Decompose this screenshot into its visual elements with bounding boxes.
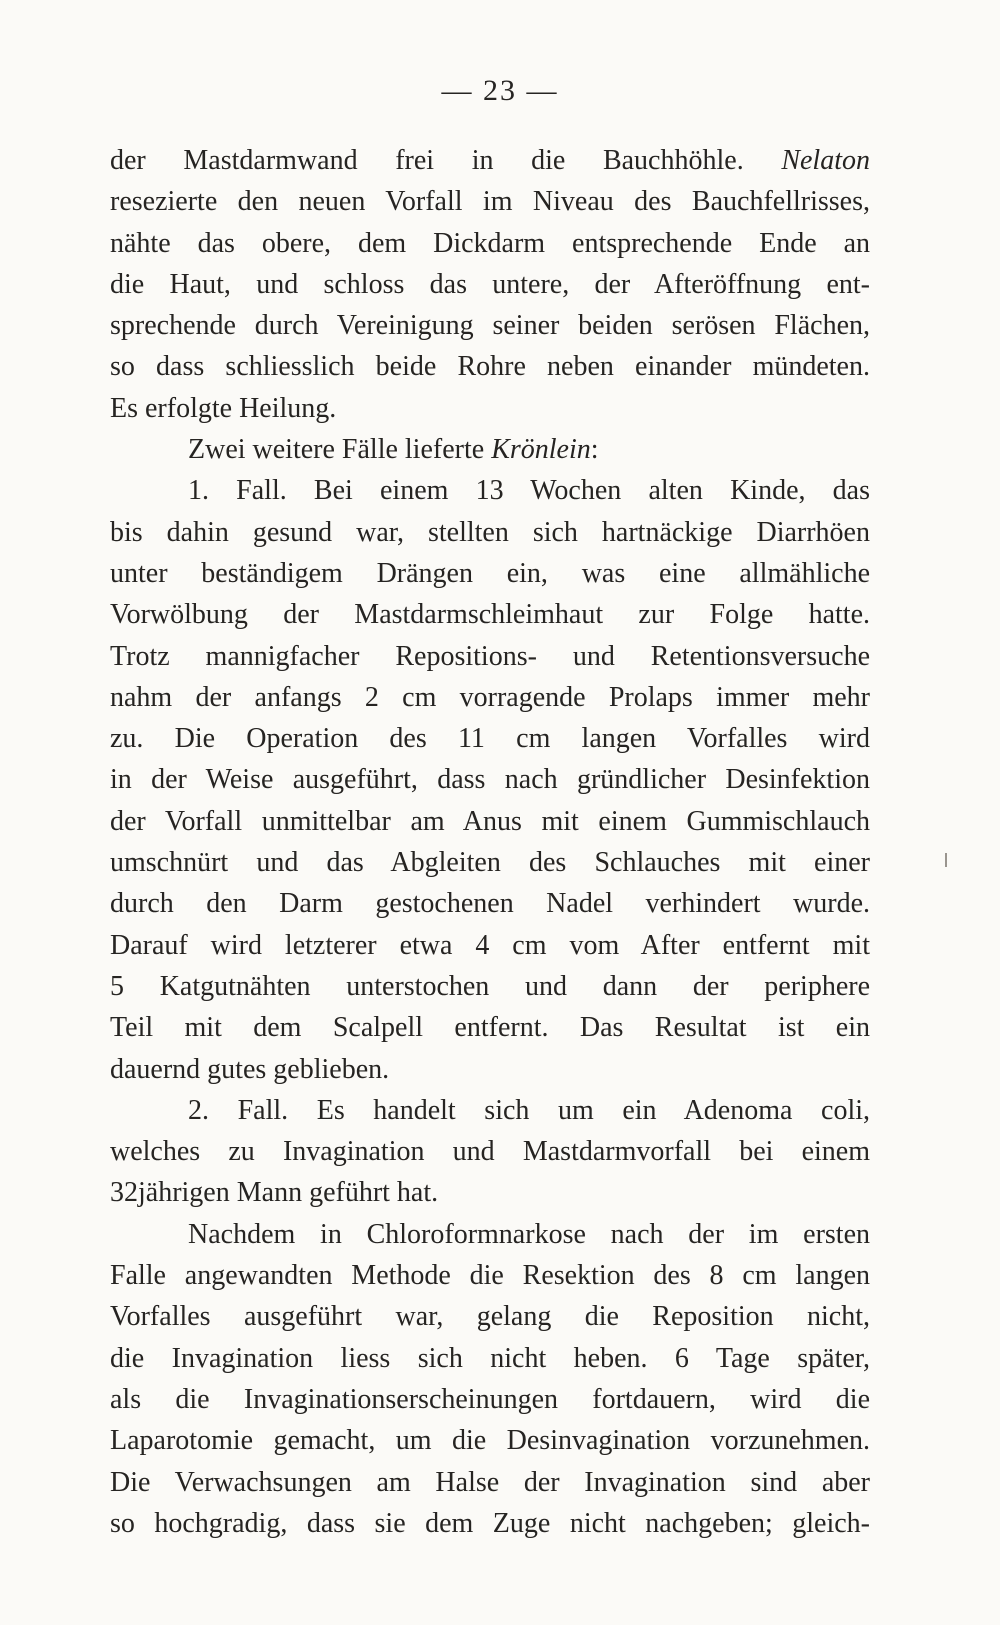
italic-name: Krönlein — [491, 434, 591, 466]
text-run: resezierte den neuen Vorfall im Niveau des Bauchfellrisses, — [110, 186, 870, 218]
text-line — [110, 1255, 870, 1296]
text-run: welches zu Invagination und Mastdarmvorfall bei einem — [110, 1136, 870, 1168]
text-run: : — [590, 434, 599, 466]
text-run: in der Weise ausgeführt, dass nach gründlicher Desinfektion — [110, 764, 870, 796]
text-line — [110, 305, 870, 346]
text-run: Zwei weitere Fälle lieferte — [188, 434, 492, 466]
text-line — [110, 759, 870, 800]
text-run: durch den Darm gestochenen Nadel verhindert wurde. — [110, 888, 870, 920]
text-line — [110, 1379, 870, 1420]
text-line — [110, 1007, 870, 1048]
text-run: die Haut, und schloss das untere, der Afteröffnung ent- — [110, 268, 870, 300]
text-line — [110, 966, 870, 1007]
text-run: Vorwölbung der Mastdarmschleimhaut zur Folge hatte. — [110, 599, 870, 631]
text-run: Die Verwachsungen am Halse der Invagination sind aber — [110, 1466, 870, 1498]
print-speck — [945, 853, 947, 867]
text-line — [110, 925, 870, 966]
text-run: so dass schliesslich beide Rohre neben einander mündeten. — [110, 351, 870, 383]
text-line — [110, 223, 870, 264]
text-line — [110, 677, 870, 718]
text-line — [110, 346, 870, 387]
text-line — [110, 594, 870, 635]
text-line — [110, 1172, 870, 1213]
text-run: 1. Fall. Bei einem 13 Wochen alten Kinde, das — [188, 475, 870, 507]
text-line — [110, 801, 870, 842]
body-text — [110, 140, 870, 1544]
text-run: bis dahin gesund war, stellten sich hartnäckige Diarrhöen — [110, 516, 870, 548]
text-line — [110, 1462, 870, 1503]
text-line — [110, 1090, 870, 1131]
page-number-text: — 23 — — [441, 74, 559, 107]
text-line — [110, 1131, 870, 1172]
text-run: der Vorfall unmittelbar am Anus mit einem Gummischlauch — [110, 805, 870, 837]
text-run: unter beständigem Drängen ein, was eine allmähliche — [110, 557, 870, 589]
text-line — [110, 1049, 870, 1090]
text-run: Nachdem in Chloroformnarkose nach der im ersten — [188, 1218, 870, 1250]
text-run: 5 Katgutnähten unterstochen und dann der periphere — [110, 970, 870, 1002]
text-run: der Mastdarmwand frei in die Bauchhöhle. — [110, 145, 782, 176]
text-run: nahm der anfangs 2 cm vorragende Prolaps immer mehr — [110, 681, 870, 713]
text-run: Es erfolgte Heilung. — [110, 392, 337, 424]
text-line — [110, 1420, 870, 1461]
text-line — [110, 636, 870, 677]
text-line — [110, 140, 870, 181]
text-run: so hochgradig, dass sie dem Zuge nicht nachgeben; gleich- — [110, 1507, 870, 1539]
text-run: Falle angewandten Methode die Resektion des 8 cm langen — [110, 1260, 870, 1292]
text-run: 2. Fall. Es handelt sich um ein Adenoma coli, — [188, 1094, 870, 1126]
text-run: Vorfalles ausgeführt war, gelang die Reposition nicht, — [110, 1301, 870, 1333]
text-line — [110, 553, 870, 594]
text-run: Trotz mannigfacher Repositions- und Retentionsversuche — [110, 640, 870, 672]
text-run: Teil mit dem Scalpell entfernt. Das Resultat ist ein — [110, 1012, 870, 1044]
text-run: zu. Die Operation des 11 cm langen Vorfalles wird — [110, 723, 870, 755]
text-line — [110, 1214, 870, 1255]
page-number — [0, 74, 1000, 108]
text-run: nähte das obere, dem Dickdarm entsprechende Ende an — [110, 227, 870, 259]
text-run: die Invagination liess sich nicht heben. 6 Tage später, — [110, 1342, 870, 1374]
text-line — [110, 388, 870, 429]
text-run: dauernd gutes geblieben. — [110, 1053, 390, 1085]
text-line — [110, 883, 870, 924]
text-run: Darauf wird letzterer etwa 4 cm vom After entfernt mit — [110, 929, 870, 961]
text-run: als die Invaginationserscheinungen fortdauern, wird die — [110, 1383, 870, 1415]
text-line — [110, 429, 870, 470]
text-line — [110, 470, 870, 511]
italic-name: Nelaton — [781, 145, 870, 176]
text-line — [110, 842, 870, 883]
text-line — [110, 1338, 870, 1379]
text-line — [110, 718, 870, 759]
text-line — [110, 1503, 870, 1544]
text-line — [110, 264, 870, 305]
text-line — [110, 181, 870, 222]
text-line — [110, 512, 870, 553]
text-run: 32jährigen Mann geführt hat. — [110, 1177, 439, 1209]
text-run: umschnürt und das Abgleiten des Schlauches mit einer — [110, 847, 870, 879]
text-line — [110, 1296, 870, 1337]
text-run: sprechende durch Vereinigung seiner beiden serösen Flächen, — [110, 310, 870, 342]
text-run: Laparotomie gemacht, um die Desinvagination vorzunehmen. — [110, 1425, 870, 1457]
